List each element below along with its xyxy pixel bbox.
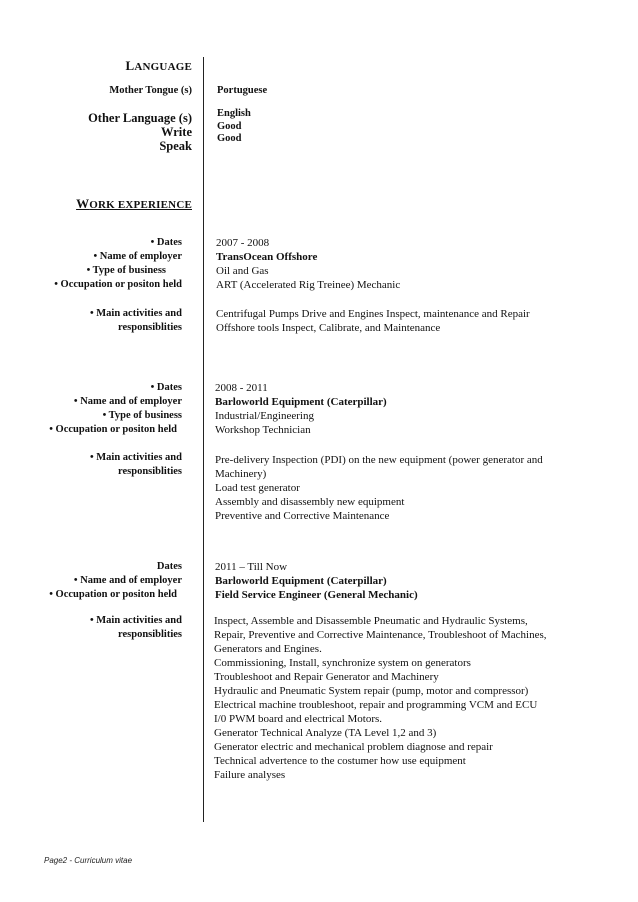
activity-line: Troubleshoot and Repair Generator and Machinery [214, 671, 439, 683]
activity-line: Preventive and Corrective Maintenance [215, 510, 390, 522]
speak-label: Speak [159, 139, 192, 153]
activity-line: Hydraulic and Pneumatic System repair (pump, motor and compressor) [214, 685, 529, 697]
job-1-employer: TransOcean Offshore [216, 251, 318, 263]
activity-line: Electrical machine troubleshoot, repair and programming VCM and ECU [214, 699, 538, 711]
job-3-values [215, 560, 418, 602]
job-1-dates-label: • Dates [150, 237, 182, 248]
job-1-business-label: • Type of business [86, 265, 166, 276]
job-2-business: Industrial/Engineering [215, 410, 314, 422]
activity-line: Generators and Engines. [214, 643, 322, 655]
work-experience-heading: WORK EXPERIENCE [76, 196, 192, 211]
job-2-labels [49, 381, 182, 437]
job-1-activities-label [90, 307, 182, 335]
job-3-activities-label [90, 614, 182, 642]
activity-line: Generator electric and mechanical problem diagnose and repair [214, 741, 493, 753]
page-footer: Page2 - Curriculum vitae [44, 856, 133, 865]
activity-line: Pre-delivery Inspection (PDI) on the new equipment (power generator and [215, 454, 543, 466]
other-language-labels [88, 111, 192, 153]
job-2-values [215, 381, 387, 437]
speak-value: Good [217, 133, 242, 144]
job-3-dates-label: Dates [156, 561, 182, 572]
job-1-employer-label: • Name of employer [93, 251, 182, 262]
activity-line: Load test generator [215, 482, 300, 494]
activity-line: Inspect, Assemble and Disassemble Pneumatic and Hydraulic Systems, [214, 615, 528, 627]
activities-label-line: responsiblities [118, 322, 182, 333]
job-2-employer-label: • Name and of employer [73, 396, 182, 407]
activities-label-line: • Main activities and [89, 452, 182, 463]
mother-tongue-label: Mother Tongue (s) [109, 85, 192, 96]
job-3-occupation-label: • Occupation or positon held [49, 589, 177, 600]
job-3-labels [49, 560, 182, 602]
job-2-dates-label: • Dates [150, 382, 182, 393]
other-language-label: Other Language (s) [88, 111, 192, 125]
job-1-business: Oil and Gas [216, 265, 269, 277]
activity-line: Failure analyses [214, 769, 286, 781]
activity-line: Assembly and disassembly new equipment [215, 496, 405, 508]
activity-line: Offshore tools Inspect, Calibrate, and Maintenance [216, 322, 441, 334]
language-heading: LANGUAGE [125, 58, 192, 73]
job-2-dates: 2008 - 2011 [215, 382, 268, 394]
job-3-activities [214, 614, 547, 782]
other-language-values [217, 108, 251, 146]
job-2-employer: Barloworld Equipment (Caterpillar) [215, 396, 387, 408]
job-1-dates: 2007 - 2008 [216, 237, 270, 249]
activities-label-line: • Main activities and [89, 308, 182, 319]
job-2-activities-label [90, 451, 182, 479]
job-1-occupation: ART (Accelerated Rig Treinee) Mechanic [216, 279, 401, 291]
job-3-dates: 2011 – Till Now [215, 561, 288, 573]
job-1-values [216, 236, 400, 292]
mother-tongue-value: Portuguese [217, 85, 268, 96]
job-3-occupation: Field Service Engineer (General Mechanic) [215, 589, 418, 601]
activity-line: Machinery) [215, 468, 267, 480]
job-2-occupation-label: • Occupation or positon held [49, 424, 177, 435]
other-language-value: English [217, 108, 251, 119]
write-label: Write [160, 125, 192, 139]
job-1-activities [216, 307, 530, 335]
activity-line: Technical advertence to the costumer how use equipment [214, 755, 466, 767]
activity-line: I/0 PWM board and electrical Motors. [214, 713, 383, 725]
write-value: Good [217, 120, 242, 132]
activity-line: Centrifugal Pumps Drive and Engines Inspect, maintenance and Repair [216, 308, 530, 320]
activities-label-line: responsiblities [118, 466, 182, 477]
job-3-employer-label: • Name and of employer [73, 575, 182, 586]
job-3-employer: Barloworld Equipment (Caterpillar) [215, 575, 387, 587]
activities-label-line: • Main activities and [89, 615, 182, 626]
job-2-business-label: • Type of business [102, 410, 182, 421]
job-1-occupation-label: • Occupation or positon held [54, 279, 182, 290]
job-2-activities [215, 453, 543, 523]
activity-line: Commissioning, Install, synchronize system on generators [214, 657, 471, 669]
job-1-labels [54, 236, 182, 292]
activities-label-line: responsiblities [118, 629, 182, 640]
activity-line: Repair, Preventive and Corrective Maintenance, Troubleshoot of Machines, [214, 629, 547, 641]
activity-line: Generator Technical Analyze (TA Level 1,2 and 3) [214, 727, 437, 739]
column-divider [203, 57, 204, 822]
job-2-occupation: Workshop Technician [215, 424, 311, 436]
